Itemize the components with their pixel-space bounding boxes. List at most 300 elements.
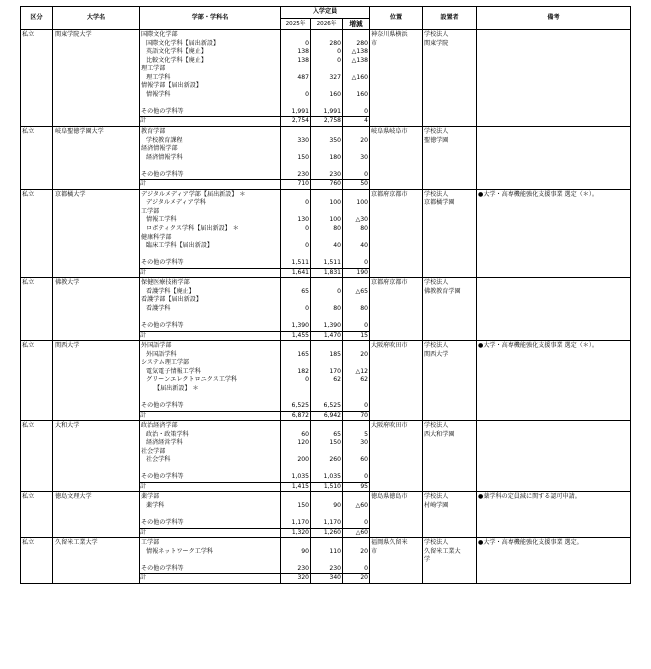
value-2026: 110 [329, 547, 341, 555]
department-line: その他の学科等 [141, 259, 184, 267]
university-row [21, 30, 631, 117]
department-list [140, 189, 281, 268]
value-change [343, 145, 369, 154]
enroll-change-list [343, 30, 370, 117]
enroll-2025-list [281, 30, 311, 117]
value-change: 80 [360, 225, 368, 233]
total-2025: 320 [281, 574, 311, 584]
value-2026 [311, 128, 342, 137]
department-list [140, 341, 281, 411]
founder-line: 学校法人 [424, 342, 449, 350]
value-2025: 60 [301, 430, 309, 438]
founder-line: 学校法人 [424, 539, 449, 547]
location-line: 大阪府吹田市 [371, 342, 408, 350]
value-2025: 65 [301, 287, 309, 295]
location-line: 市 [371, 547, 378, 555]
founder-line: 学 [424, 556, 431, 564]
university-row [21, 189, 631, 268]
department-line: 情報学科 [146, 90, 171, 98]
value-2026 [311, 279, 342, 288]
value-2025 [281, 359, 310, 368]
value-change [343, 99, 369, 108]
department-line [140, 556, 280, 565]
value-2026 [311, 342, 342, 351]
department-list [140, 421, 281, 483]
value-change [343, 296, 369, 305]
total-label: 計 [140, 482, 281, 492]
department-line: その他の学科等 [141, 322, 184, 330]
total-label: 計 [140, 268, 281, 278]
founder-line: 村崎学園 [424, 501, 449, 509]
department-line: 国際文化学部 [141, 31, 178, 38]
value-2026 [311, 145, 342, 154]
founder-cell [423, 492, 477, 538]
value-change: 60 [360, 456, 368, 464]
note-cell [477, 421, 631, 492]
department-line: 臨床工学科【届出新設】 [146, 242, 214, 250]
department-line: 社会学科 [146, 456, 171, 464]
value-2025: 0 [305, 376, 309, 384]
total-label: 計 [140, 411, 281, 421]
total-label: 計 [140, 528, 281, 538]
department-line: 経済情報学科 [146, 153, 183, 161]
location-line: 福岡県久留米 [371, 539, 408, 547]
department-line: 比較文化学科【廃止】 [146, 56, 207, 64]
enrollment-table [20, 6, 631, 584]
value-2025: 1,511 [291, 259, 309, 267]
enroll-2025-list [281, 421, 311, 483]
total-change: 50 [343, 180, 370, 190]
kubun-cell: 私立 [21, 421, 53, 492]
value-change: 20 [360, 547, 368, 555]
department-line [140, 314, 280, 323]
value-change: △65 [355, 287, 368, 295]
value-2025: 138 [297, 56, 309, 64]
department-list [140, 492, 281, 528]
location-cell [370, 278, 423, 341]
value-2026 [311, 99, 342, 108]
value-2026 [311, 556, 342, 565]
value-2026 [311, 314, 342, 323]
department-line: グリーンエレクトロニクス工学科 [146, 376, 238, 384]
value-change: 100 [356, 199, 368, 207]
university-name: 京都橘大学 [53, 189, 140, 277]
note-text: ●大学・高専機能強化支援事業 選定。 [478, 539, 583, 547]
enroll-change-list [343, 127, 370, 180]
header-2025: 2025年 [281, 19, 311, 30]
university-row [21, 492, 631, 528]
location-line: 岐阜県岐阜市 [371, 128, 408, 136]
value-change: 80 [360, 304, 368, 312]
value-2026 [311, 385, 342, 394]
founder-line: 関西大学 [424, 350, 449, 358]
value-2026: 1,035 [323, 473, 341, 481]
founder-cell [423, 341, 477, 421]
enroll-2025-list [281, 341, 311, 411]
total-change: 70 [343, 411, 370, 421]
department-line [140, 162, 280, 171]
department-line: デジタルメディア学科 [146, 199, 206, 207]
value-2025 [281, 65, 310, 74]
value-2025 [281, 393, 310, 402]
value-change: △12 [355, 367, 368, 375]
total-2026: 760 [311, 180, 343, 190]
value-change: 5 [364, 430, 368, 438]
value-2026: 350 [329, 136, 341, 144]
value-2026: 185 [329, 350, 341, 358]
value-2025: 90 [301, 547, 309, 555]
department-line: デジタルメディア学部【届出新設】 ＊ [141, 190, 246, 198]
value-2026: 80 [333, 225, 341, 233]
total-label: 計 [140, 117, 281, 127]
enroll-change-list [343, 492, 370, 528]
department-line: 外国語学部 [141, 342, 172, 350]
department-list [140, 278, 281, 331]
department-line: 情報学部【届出新設】 [141, 82, 202, 90]
founder-line: 学校法人 [424, 279, 449, 287]
location-line: 市 [371, 39, 378, 47]
value-2026: 1,991 [323, 107, 341, 115]
location-cell [370, 421, 423, 492]
department-line: 経済経営学科 [146, 439, 183, 447]
university-name: 佛教大学 [53, 278, 140, 341]
enroll-change-list [343, 421, 370, 483]
kubun-cell: 私立 [21, 341, 53, 421]
total-change: 4 [343, 117, 370, 127]
value-2025 [281, 191, 310, 200]
value-change [343, 208, 369, 217]
value-2026: 150 [329, 439, 341, 447]
department-line: 工学部 [141, 207, 160, 215]
note-cell [477, 30, 631, 127]
value-2025 [281, 465, 310, 474]
founder-line: 西大和学園 [424, 430, 455, 438]
value-change: 20 [360, 136, 368, 144]
value-2025 [281, 251, 310, 260]
value-2025: 0 [305, 304, 309, 312]
department-line: 薬学科 [146, 501, 165, 509]
value-change [343, 385, 369, 394]
value-change: △138 [351, 56, 368, 64]
value-2026: 1,390 [323, 322, 341, 330]
note-text: ●大学・高専機能強化支援事業 選定（＊）。 [478, 190, 598, 198]
enroll-2026-list [311, 538, 343, 574]
value-2025 [281, 314, 310, 323]
location-cell [370, 538, 423, 584]
value-2025: 150 [297, 501, 309, 509]
university-row [21, 278, 631, 331]
value-change [343, 465, 369, 474]
total-2026: 1,470 [311, 331, 343, 341]
value-2025: 230 [297, 170, 309, 178]
location-line: 京都府京都市 [371, 279, 408, 287]
total-2025: 2,754 [281, 117, 311, 127]
kubun-cell: 私立 [21, 127, 53, 190]
value-2026: 1,511 [323, 259, 341, 267]
total-label: 計 [140, 180, 281, 190]
value-2026 [311, 251, 342, 260]
value-2025: 130 [297, 216, 309, 224]
department-line: その他の学科等 [141, 519, 184, 527]
university-row [21, 421, 631, 483]
total-2026: 6,942 [311, 411, 343, 421]
department-line: 情報ネットワーク工学科 [146, 547, 214, 555]
enroll-2026-list [311, 30, 343, 117]
note-cell [477, 189, 631, 277]
department-line: 理工学科 [146, 73, 171, 81]
value-2025: 0 [305, 199, 309, 207]
department-line: 保健医療技術学部 [141, 279, 190, 287]
note-text: ●薬学科の定員減に関する認可申請。 [478, 493, 581, 501]
founder-cell [423, 421, 477, 492]
total-2025: 1,455 [281, 331, 311, 341]
enroll-change-list [343, 538, 370, 574]
university-row [21, 341, 631, 411]
value-2026: 170 [329, 367, 341, 375]
department-line: 政治・政策学科 [146, 430, 189, 438]
department-list [140, 127, 281, 180]
value-change [343, 342, 369, 351]
value-2026 [311, 359, 342, 368]
value-2026: 327 [329, 73, 341, 81]
value-change: 20 [360, 350, 368, 358]
department-line: 社会学部 [141, 447, 166, 455]
header-change: 増減 [343, 19, 370, 30]
department-line: 電気電子情報工学科 [146, 367, 201, 375]
total-change: 20 [343, 574, 370, 584]
value-2026: 62 [333, 376, 341, 384]
value-2026: 280 [329, 39, 341, 47]
location-cell [370, 30, 423, 127]
value-2025: 230 [297, 564, 309, 572]
total-change: 190 [343, 268, 370, 278]
value-2025: 0 [305, 242, 309, 250]
kubun-cell: 私立 [21, 492, 53, 538]
value-2025 [281, 162, 310, 171]
location-cell [370, 341, 423, 421]
header-enrollment: 入学定員 [281, 7, 370, 19]
value-change: 160 [356, 90, 368, 98]
value-change: 0 [364, 322, 368, 330]
value-2026 [311, 493, 342, 502]
value-2026: 40 [333, 242, 341, 250]
enroll-2026-list [311, 341, 343, 411]
value-2026: 0 [337, 287, 341, 295]
department-line: 情報工学科 [146, 216, 177, 224]
value-2025: 200 [297, 456, 309, 464]
university-name: 岐阜聖徳学園大学 [53, 127, 140, 190]
department-line: 健康科学部 [141, 233, 172, 241]
header-founder: 設置者 [423, 7, 477, 30]
department-line: 薬学部 [141, 493, 160, 501]
university-name: 関東学院大学 [53, 30, 140, 127]
founder-cell [423, 127, 477, 190]
value-2026: 100 [329, 199, 341, 207]
kubun-cell: 私立 [21, 30, 53, 127]
note-cell [477, 278, 631, 341]
value-2026: 230 [329, 170, 341, 178]
department-line: 看護学科 [146, 304, 171, 312]
value-change [343, 31, 369, 40]
department-line: システム理工学部 [141, 359, 190, 367]
value-2025 [281, 422, 310, 431]
department-line: 【届出新設】 ＊ [154, 384, 199, 392]
value-2026 [311, 422, 342, 431]
founder-cell [423, 538, 477, 584]
location-line: 神奈川県横浜 [371, 31, 408, 38]
enroll-2026-list [311, 492, 343, 528]
value-2026 [311, 296, 342, 305]
department-line: 学校教育課程 [146, 136, 183, 144]
university-row [21, 538, 631, 574]
department-line: 外国語学科 [146, 350, 177, 358]
department-line [140, 251, 280, 260]
kubun-cell: 私立 [21, 538, 53, 584]
total-label: 計 [140, 331, 281, 341]
university-name: 大和大学 [53, 421, 140, 492]
note-cell [477, 127, 631, 190]
value-change: 0 [364, 519, 368, 527]
founder-cell [423, 30, 477, 127]
department-line: その他の学科等 [141, 564, 184, 572]
value-2026 [311, 511, 342, 520]
department-line: 政治経済学部 [141, 422, 178, 430]
value-2026 [311, 208, 342, 217]
founder-line: 学校法人 [424, 190, 449, 198]
value-2025 [281, 31, 310, 40]
enroll-2026-list [311, 421, 343, 483]
value-2026 [311, 31, 342, 40]
founder-line: 久留米工業大 [424, 547, 461, 555]
value-2026: 1,170 [323, 519, 341, 527]
university-name: 徳島文理大学 [53, 492, 140, 538]
value-change: 62 [360, 376, 368, 384]
value-2025 [281, 342, 310, 351]
header-university: 大学名 [53, 7, 140, 30]
note-cell [477, 341, 631, 421]
enroll-2026-list [311, 127, 343, 180]
value-2025 [281, 82, 310, 91]
value-2025: 1,035 [291, 473, 309, 481]
value-2025 [281, 279, 310, 288]
value-2025: 0 [305, 90, 309, 98]
value-2026 [311, 539, 342, 548]
value-2025: 0 [305, 39, 309, 47]
value-2026: 6,525 [323, 401, 341, 409]
location-line: 大阪府吹田市 [371, 422, 408, 430]
value-change: 280 [356, 39, 368, 47]
value-2026: 65 [333, 430, 341, 438]
total-change: 95 [343, 482, 370, 492]
department-line: その他の学科等 [141, 170, 184, 178]
value-2025 [281, 234, 310, 243]
enroll-2026-list [311, 189, 343, 268]
value-2025: 165 [297, 350, 309, 358]
total-2025: 710 [281, 180, 311, 190]
founder-line: 学校法人 [424, 31, 449, 38]
value-change [343, 128, 369, 137]
founder-line: 聖徳学園 [424, 136, 449, 144]
value-2025: 487 [297, 73, 309, 81]
founder-line: 学校法人 [424, 422, 449, 430]
location-line: 徳島県徳島市 [371, 493, 408, 501]
value-2026: 80 [333, 304, 341, 312]
founder-line: 佛教教育学園 [424, 287, 461, 295]
table-body [21, 30, 631, 584]
department-line: その他の学科等 [141, 107, 184, 115]
value-change [343, 162, 369, 171]
enroll-change-list [343, 341, 370, 411]
header-location: 位置 [370, 7, 423, 30]
department-line: ロボティクス学科【届出新設】 ＊ [146, 225, 239, 233]
total-2026: 1,510 [311, 482, 343, 492]
total-2026: 340 [311, 574, 343, 584]
value-change [343, 82, 369, 91]
value-change [343, 234, 369, 243]
location-line: 京都府京都市 [371, 190, 408, 198]
department-line: その他の学科等 [141, 401, 184, 409]
value-change: 0 [364, 259, 368, 267]
value-2026: 160 [329, 90, 341, 98]
header-notes: 備考 [477, 7, 631, 30]
value-2026: 0 [337, 48, 341, 56]
founder-cell [423, 189, 477, 277]
value-change: △30 [355, 216, 368, 224]
location-cell [370, 492, 423, 538]
value-2025: 1,170 [291, 519, 309, 527]
value-2026 [311, 191, 342, 200]
founder-cell [423, 278, 477, 341]
department-list [140, 30, 281, 117]
total-2025: 6,872 [281, 411, 311, 421]
total-label: 計 [140, 574, 281, 584]
department-line: 看護学科【廃止】 [146, 287, 195, 295]
location-cell [370, 127, 423, 190]
value-2025 [281, 208, 310, 217]
department-line: 教育学部 [141, 128, 166, 136]
value-change [343, 279, 369, 288]
founder-line: 学校法人 [424, 493, 449, 501]
value-change [343, 314, 369, 323]
university-row [21, 127, 631, 180]
value-2026: 180 [329, 153, 341, 161]
value-2026 [311, 465, 342, 474]
header-kubun: 区分 [21, 7, 53, 30]
value-change [343, 422, 369, 431]
value-2025 [281, 145, 310, 154]
value-2025 [281, 296, 310, 305]
department-line: 経済情報学部 [141, 145, 178, 153]
department-line: 英語文化学科【廃止】 [146, 48, 207, 56]
value-change [343, 493, 369, 502]
value-change [343, 539, 369, 548]
value-2025 [281, 448, 310, 457]
founder-line: 関東学院 [424, 39, 449, 47]
value-2025: 1,991 [291, 107, 309, 115]
value-change: 40 [360, 242, 368, 250]
note-text: ●大学・高専機能強化支援事業 選定（＊）。 [478, 342, 598, 350]
value-change: 0 [364, 107, 368, 115]
enroll-2025-list [281, 538, 311, 574]
value-2025 [281, 99, 310, 108]
value-2025 [281, 493, 310, 502]
location-cell [370, 189, 423, 277]
value-change: 30 [360, 153, 368, 161]
note-cell [477, 538, 631, 584]
value-2026: 230 [329, 564, 341, 572]
kubun-cell: 私立 [21, 189, 53, 277]
header-2026: 2026年 [311, 19, 343, 30]
